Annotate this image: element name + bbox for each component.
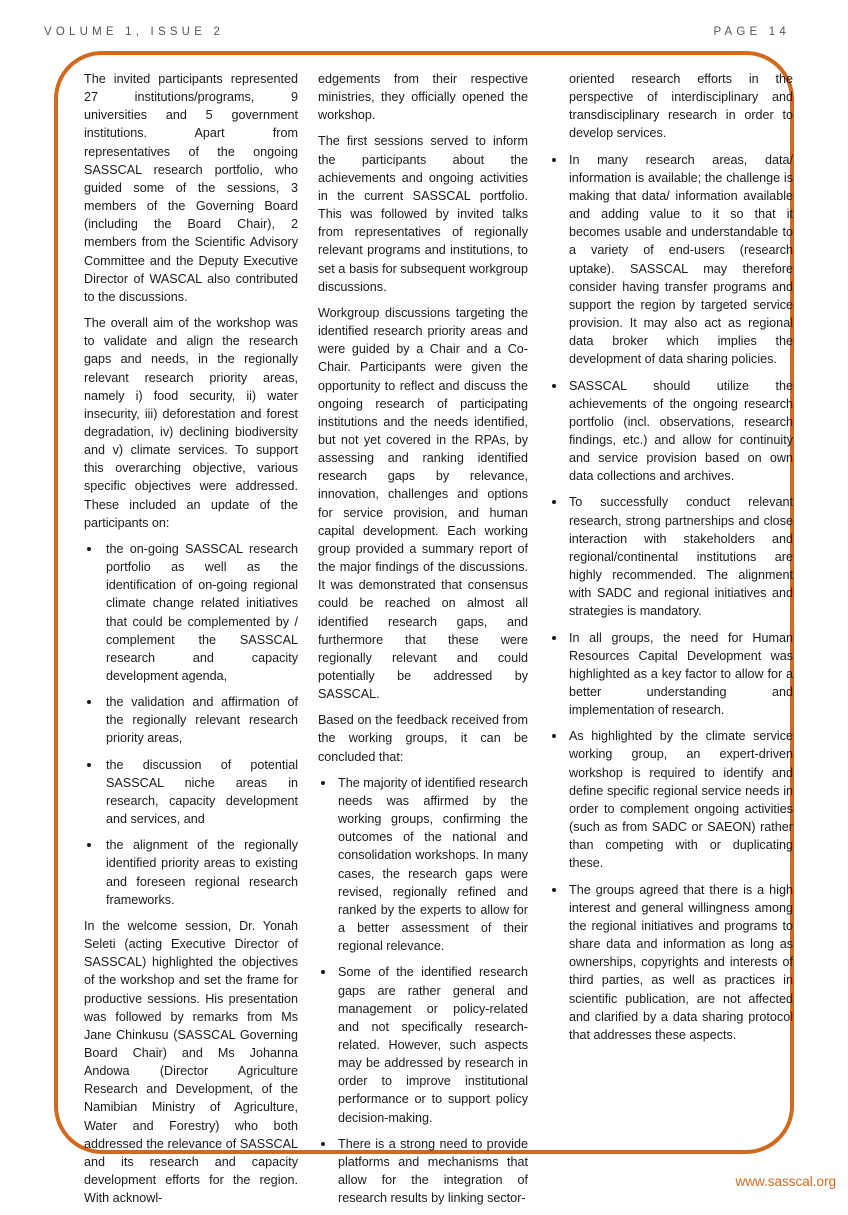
list-item: As highlighted by the climate service working group, an expert-driven workshop is required to identify and define specific regional service needs in order to complement ongoing activities (such as from SADC or SAEON) rather than competing with or duplicating these. bbox=[549, 727, 793, 872]
list-item: In all groups, the need for Human Resources Capital Development was highlighted as a key factor to allow for a better understanding and implementation of research. bbox=[549, 629, 793, 720]
paragraph: In the welcome session, Dr. Yonah Seleti (acting Executive Director of SASSCAL) highlighted the objectives of the workshop and set the frame for productive sessions. His presentation was followed by remarks from Ms Jane Chinkusu (SASSCAL Governing Board Chair) and Ms Johanna Andowa (Director Agriculture Research and Development, of the Namibian Ministry of Agriculture, Water and Forestry) who both addressed the relevance of SASSCAL and its research and capacity development efforts for the region. With acknowl- bbox=[84, 918, 298, 1206]
list-item: the validation and affirmation of the regionally relevant research priority areas, bbox=[84, 693, 298, 747]
conclusions-list-continued bbox=[549, 151, 793, 1044]
column-1 bbox=[84, 70, 298, 1215]
paragraph: The invited participants represented 27 institutions/programs, 9 universities and 5 government institutions. Apart from representatives of the ongoing SASSCAL research portfolio, who guided some of the sessions, 3 members of the Governing Board (including the Board Chair), 2 members from the Scientific Advisory Committee and the Deputy Executive Director of WASCAL also contributed to the discussions. bbox=[84, 72, 298, 304]
list-item: Some of the identified research gaps are rather general and management or policy-related and not specifically research-related. However, such aspects may be addressed by research in order to improve institutional performance or to support policy decision-making. bbox=[318, 963, 528, 1126]
paragraph: The first sessions served to inform the participants about the achievements and ongoing activities in the current SASSCAL portfolio. This was followed by invited talks from representatives of regionally relevant programs and institutions, to set a basis for subsequent workgroup discussions. bbox=[318, 134, 528, 294]
column-3 bbox=[569, 70, 793, 1052]
list-item: the alignment of the regionally identified priority areas to existing and foreseen regional research frameworks. bbox=[84, 836, 298, 909]
paragraph: edgements from their respective ministries, they officially opened the workshop. bbox=[318, 72, 528, 123]
list-item: SASSCAL should utilize the achievements of the ongoing research portfolio (incl. observations, research findings, etc.) and allow for continuity and service provision based on own data collections and archives. bbox=[549, 377, 793, 486]
list-item: the on-going SASSCAL research portfolio as well as the identification of on-going regional climate change related initiatives that could be complemented by / complement the SASSCAL research and capacity development agenda, bbox=[84, 540, 298, 685]
list-item: the discussion of potential SASSCAL niche areas in research, capacity development and services, and bbox=[84, 756, 298, 829]
paragraph: The overall aim of the workshop was to validate and align the research gaps and needs, in the regionally relevant research priority areas, namely i) food security, ii) water insecurity, iii) deforestation and forest degradation, iv) declining biodiversity and v) climate services. To support this overarching objective, various specific objectives were addressed. These included an update of the participants on: bbox=[84, 316, 298, 530]
objectives-list bbox=[84, 540, 298, 909]
list-item: The groups agreed that there is a high interest and general willingness among the regional initiatives and programs to share data and information as long as ownerships, copyrights and interests of third parties, as well as practices in scientific publication, are not affected and clarified by a data sharing protocol that addresses these aspects. bbox=[549, 881, 793, 1044]
page-header bbox=[0, 26, 848, 42]
page-number-label: PAGE 14 bbox=[713, 26, 790, 38]
website-link[interactable]: www.sasscal.org bbox=[735, 1174, 836, 1189]
paragraph: Workgroup discussions targeting the identified research priority areas and were guided by a Chair and a Co-Chair. Participants were given the opportunity to reflect and discuss the ongoing research of participating institutions and the needs identified, but not yet covered in the RPAs, by assessing and ranking identified research gaps by relevance, innovation, challenges and options for service provision, and human capital development. Each working group provided a summary report of the major findings of the discussions. It was demonstrated that consensus could be reached on almost all identified research gaps, and furthermore that these were regionally relevant and could potentially be addressed by SASSCAL. bbox=[318, 305, 528, 702]
paragraph-continuation: oriented research efforts in the perspective of interdisciplinary and transdisciplinary research in order to develop services. bbox=[569, 72, 793, 141]
volume-issue-label: VOLUME 1, ISSUE 2 bbox=[44, 26, 225, 38]
paragraph: Based on the feedback received from the working groups, it can be concluded that: bbox=[318, 713, 528, 764]
list-item: In many research areas, data/ information is available; the challenge is making that data/ information available and adding value to it so that it becomes usable and understandable to a variety of end-users (research uptake). SASSCAL may therefore consider having transfer programs and support the region by targeted service provision. It may also act as regional data broker which implies the development of data sharing policies. bbox=[549, 151, 793, 369]
list-item: The majority of identified research needs was affirmed by the working groups, confirming the outcomes of the national and consolidation workshops. In many cases, the research gaps were revised, regionally refined and ranked by the experts to allow for a better assessment of their regional relevance. bbox=[318, 774, 528, 956]
conclusions-list bbox=[318, 774, 528, 1208]
column-2 bbox=[318, 70, 528, 1215]
list-item: To successfully conduct relevant research, strong partnerships and close interaction with stakeholders and regional/continental institutions are highly recommended. The alignment with SADC and regional initiatives and strategies is mandatory. bbox=[549, 493, 793, 620]
list-item: There is a strong need to provide platforms and mechanisms that allow for the integration of research results by linking sector- bbox=[318, 1135, 528, 1208]
